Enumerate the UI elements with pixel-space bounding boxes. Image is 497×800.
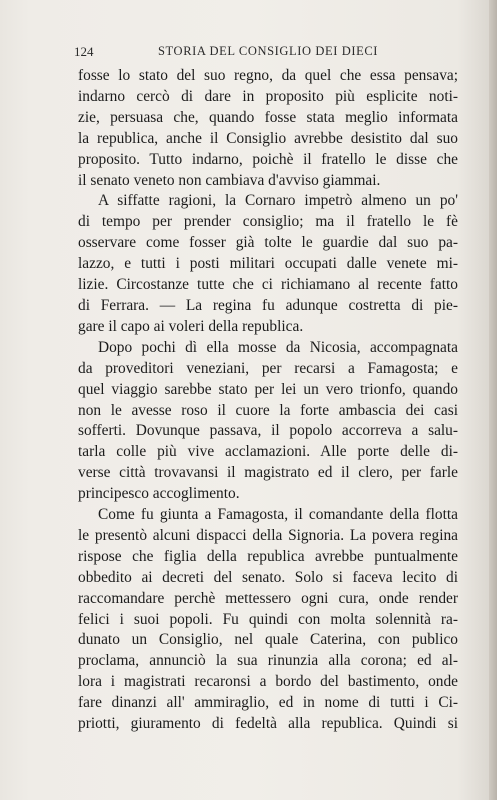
- text-line: verse città trovavansi il magistrato ed il clero, per farle: [78, 464, 458, 482]
- text-line: da proveditori veneziani, per recarsi a Famagosta; e: [78, 359, 458, 377]
- text-line: le presentò alcuni dispacci della Signoria. La povera regina: [78, 526, 458, 544]
- text-line: rispose che figlia della republica avrebbe puntualmente: [78, 547, 458, 565]
- text-line: Come fu giunta a Famagosta, il comandante della flotta: [98, 506, 458, 524]
- text-line: gare il capo ai voleri della republica.: [78, 317, 304, 335]
- text-line: zie, persuasa che, quando fosse stata meglio informata: [78, 108, 458, 126]
- text-line: obbedito ai decreti del senato. Solo si faceva lecito di: [78, 568, 458, 586]
- text-line: la republica, anche il Consiglio avrebbe desistito dal suo: [78, 129, 458, 147]
- text-line: Dopo pochi dì ella mosse da Nicosia, accompagnata: [98, 338, 458, 356]
- text-line: principesco accoglimento.: [78, 485, 240, 503]
- text-line: indarno cercò di dare in proposito più esplicite noti-: [78, 87, 458, 105]
- text-line: osservare come fosser già tolte le guardie dal suo pa-: [78, 234, 458, 252]
- text-line: proposito. Tutto indarno, poichè il fratello le disse che: [78, 150, 458, 168]
- page-number: 124: [74, 44, 94, 59]
- text-line: lora i magistrati recaronsi a bordo del bastimento, onde: [78, 673, 458, 691]
- text-line: dunato un Consiglio, nel quale Caterina, con publico: [78, 631, 458, 649]
- text-line: non le avesse roso il cuore la forte ambascia dei casi: [78, 401, 458, 419]
- text-line: tarla colle più vive acclamazioni. Alle porte delle di-: [78, 443, 458, 461]
- text-line: quel viaggio sarebbe stato per lei un vero trionfo, quando: [78, 380, 458, 398]
- text-line: felici i suoi popoli. Fu quindi con molta solennità ra-: [78, 610, 458, 628]
- text-line: fosse lo stato del suo regno, da quel che essa pensava;: [78, 67, 458, 84]
- text-line: fare dinanzi all' ammiraglio, ed in nome di tutti i Ci-: [78, 694, 458, 712]
- text-line: di tempo per prender consiglio; ma il fratello le fè: [78, 213, 458, 231]
- text-line: lizie. Circostanze tutte che ci richiamano al recente fatto: [78, 276, 458, 294]
- text-line: lazzo, e tutti i posti militari occupati dalle venete mi-: [78, 255, 458, 273]
- page-edge-shadow: [489, 0, 497, 800]
- text-line: priotti, giuramento di fedeltà alla republica. Quindi si: [78, 715, 458, 733]
- text-line: di Ferrara. — La regina fu adunque costretta di pie-: [78, 296, 458, 314]
- running-title: STORIA DEL CONSIGLIO DEI DIECI: [158, 44, 379, 58]
- text-line: raccomandare perchè mettessero ogni cura, onde render: [78, 589, 458, 607]
- text-line: sofferti. Dovunque passava, il popolo accorreva a salu-: [78, 422, 458, 440]
- body-text: [78, 66, 458, 735]
- page-header: [74, 44, 474, 64]
- text-line: il senato veneto non cambiava d'avviso giammai.: [78, 171, 381, 189]
- text-line: proclama, annunciò la sua rinunzia alla corona; ed al-: [78, 652, 458, 670]
- text-line: A siffatte ragioni, la Cornaro impetrò almeno un po': [98, 192, 458, 210]
